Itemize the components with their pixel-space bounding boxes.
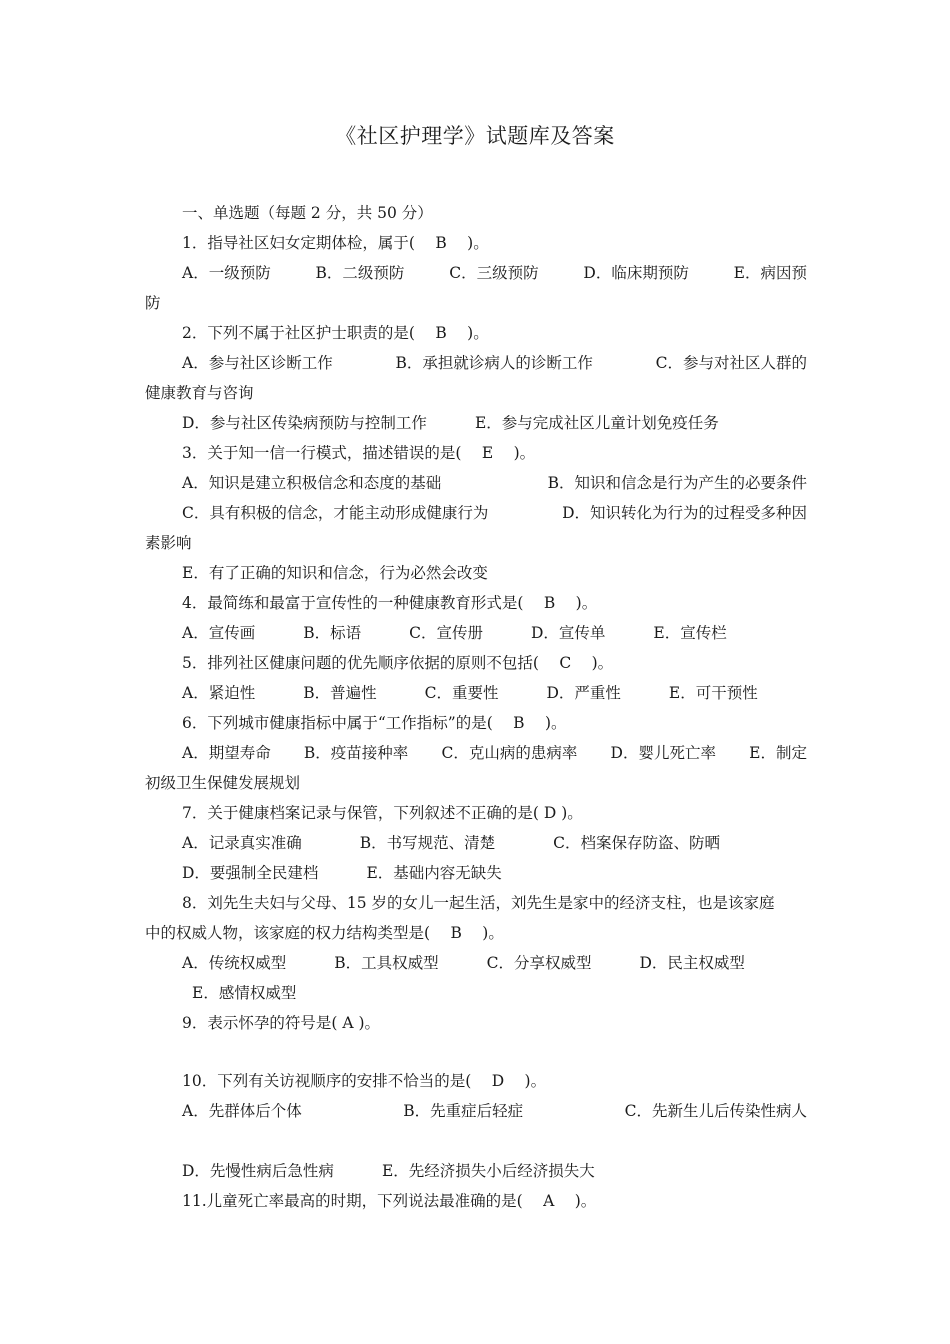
question-7-options-row2 (182, 858, 807, 888)
question-1-continuation: 防 (145, 294, 161, 312)
question-7-options-row1 (182, 828, 807, 858)
question-8-option-e: E．感情权威型 (192, 984, 297, 1002)
option-b: B．二级预防 (315, 264, 405, 282)
question-1-stem: 1．指导社区妇女定期体检，属于( B )。 (182, 234, 489, 252)
option-a: A．知识是建立积极信念和态度的基础 (182, 474, 442, 492)
option-c: C．宣传册 (409, 624, 483, 642)
option-a: A．参与社区诊断工作 (182, 354, 333, 372)
option-d: D．婴儿死亡率 (610, 744, 716, 762)
question-2-options-row2 (182, 408, 807, 438)
question-7-stem: 7．关于健康档案记录与保管，下列叙述不正确的是( D )。 (182, 804, 583, 822)
question-1-options (182, 258, 807, 288)
option-d: D．严重性 (546, 684, 621, 702)
question-2-stem: 2．下列不属于社区护士职责的是( B )。 (182, 324, 489, 342)
option-d: D．参与社区传染病预防与控制工作 (182, 414, 427, 432)
option-d: D．要强制全民建档 (182, 864, 319, 882)
question-4-stem: 4．最简练和最富于宣传性的一种健康教育形式是( B )。 (182, 594, 598, 612)
question-8-stem: 8．刘先生夫妇与父母、15 岁的女儿一起生活，刘先生是家中的经济支柱，也是该家庭 (182, 894, 775, 912)
question-6-stem: 6．下列城市健康指标中属于“工作指标”的是( B )。 (182, 714, 567, 732)
document-title: 《社区护理学》试题库及答案 (335, 124, 615, 148)
option-a: A．传统权威型 (182, 954, 287, 972)
question-6-options (182, 738, 807, 768)
question-10-stem: 10．下列有关访视顺序的安排不恰当的是( D )。 (182, 1072, 547, 1090)
option-e: E．可干预性 (668, 684, 758, 702)
option-b: B．知识和信念是行为产生的必要条件 (547, 474, 807, 492)
option-c: C．克山病的患病率 (441, 744, 578, 762)
question-3-stem: 3．关于知一信一行模式，描述错误的是( E )。 (182, 444, 536, 462)
option-e: E．制定 (749, 744, 807, 762)
question-10-options-row1 (182, 1096, 807, 1126)
option-d: D．先慢性病后急性病 (182, 1162, 334, 1180)
option-b: B．先重症后轻症 (403, 1102, 524, 1120)
option-a: A．记录真实准确 (182, 834, 302, 852)
option-b: B．书写规范、清楚 (359, 834, 496, 852)
question-4-options (182, 618, 807, 648)
option-e: E．病因预 (733, 264, 807, 282)
option-c: C．参与对社区人群的 (655, 354, 807, 372)
section-heading: 一、单选题（每题 2 分，共 50 分） (182, 204, 433, 222)
option-d: D．知识转化为行为的过程受多种因 (562, 504, 807, 522)
question-10-options-row2 (182, 1156, 807, 1186)
option-b: B．普遍性 (303, 684, 377, 702)
question-8-continuation: 中的权威人物，该家庭的权力结构类型是( B )。 (145, 924, 504, 942)
question-5-options (182, 678, 807, 708)
question-5-stem: 5．排列社区健康问题的优先顺序依据的原则不包括( C )。 (182, 654, 614, 672)
question-2-continuation: 健康教育与咨询 (145, 384, 254, 402)
option-a: A．先群体后个体 (182, 1102, 302, 1120)
option-b: B．工具权威型 (334, 954, 439, 972)
question-2-options-row1 (182, 348, 807, 378)
option-b: B．承担就诊病人的诊断工作 (395, 354, 593, 372)
option-c: C．三级预防 (449, 264, 539, 282)
option-c: C．具有积极的信念，才能主动形成健康行为 (182, 504, 489, 522)
question-3-continuation: 素影响 (145, 534, 192, 552)
option-a: A．期望寿命 (182, 744, 271, 762)
option-a: A．宣传画 (182, 624, 256, 642)
option-a: A．紧迫性 (182, 684, 256, 702)
option-c: C．先新生儿后传染性病人 (624, 1102, 807, 1120)
option-d: D．民主权威型 (639, 954, 745, 972)
option-e: E．宣传栏 (653, 624, 727, 642)
option-d: D．宣传单 (530, 624, 606, 642)
question-3-options-row2 (182, 498, 807, 528)
question-9-stem: 9．表示怀孕的符号是( A )。 (182, 1014, 381, 1032)
option-c: C．分享权威型 (486, 954, 592, 972)
option-c: C．档案保存防盗、防晒 (553, 834, 720, 852)
option-a: A．一级预防 (182, 264, 271, 282)
option-e: E．参与完成社区儿童计划免疫任务 (474, 414, 719, 432)
question-8-options (182, 948, 807, 978)
question-3-options-row1 (182, 468, 807, 498)
option-e: E．基础内容无缺失 (366, 864, 502, 882)
option-b: B．疫苗接种率 (303, 744, 409, 762)
option-e: E．先经济损失小后经济损失大 (381, 1162, 595, 1180)
option-d: D．临床期预防 (583, 264, 689, 282)
question-6-continuation: 初级卫生保健发展规划 (145, 774, 301, 792)
question-3-option-e: E．有了正确的知识和信念，行为必然会改变 (182, 564, 488, 582)
question-11-stem: 11.儿童死亡率最高的时期，下列说法最准确的是( A )。 (182, 1192, 597, 1210)
option-b: B．标语 (303, 624, 362, 642)
option-c: C．重要性 (424, 684, 499, 702)
